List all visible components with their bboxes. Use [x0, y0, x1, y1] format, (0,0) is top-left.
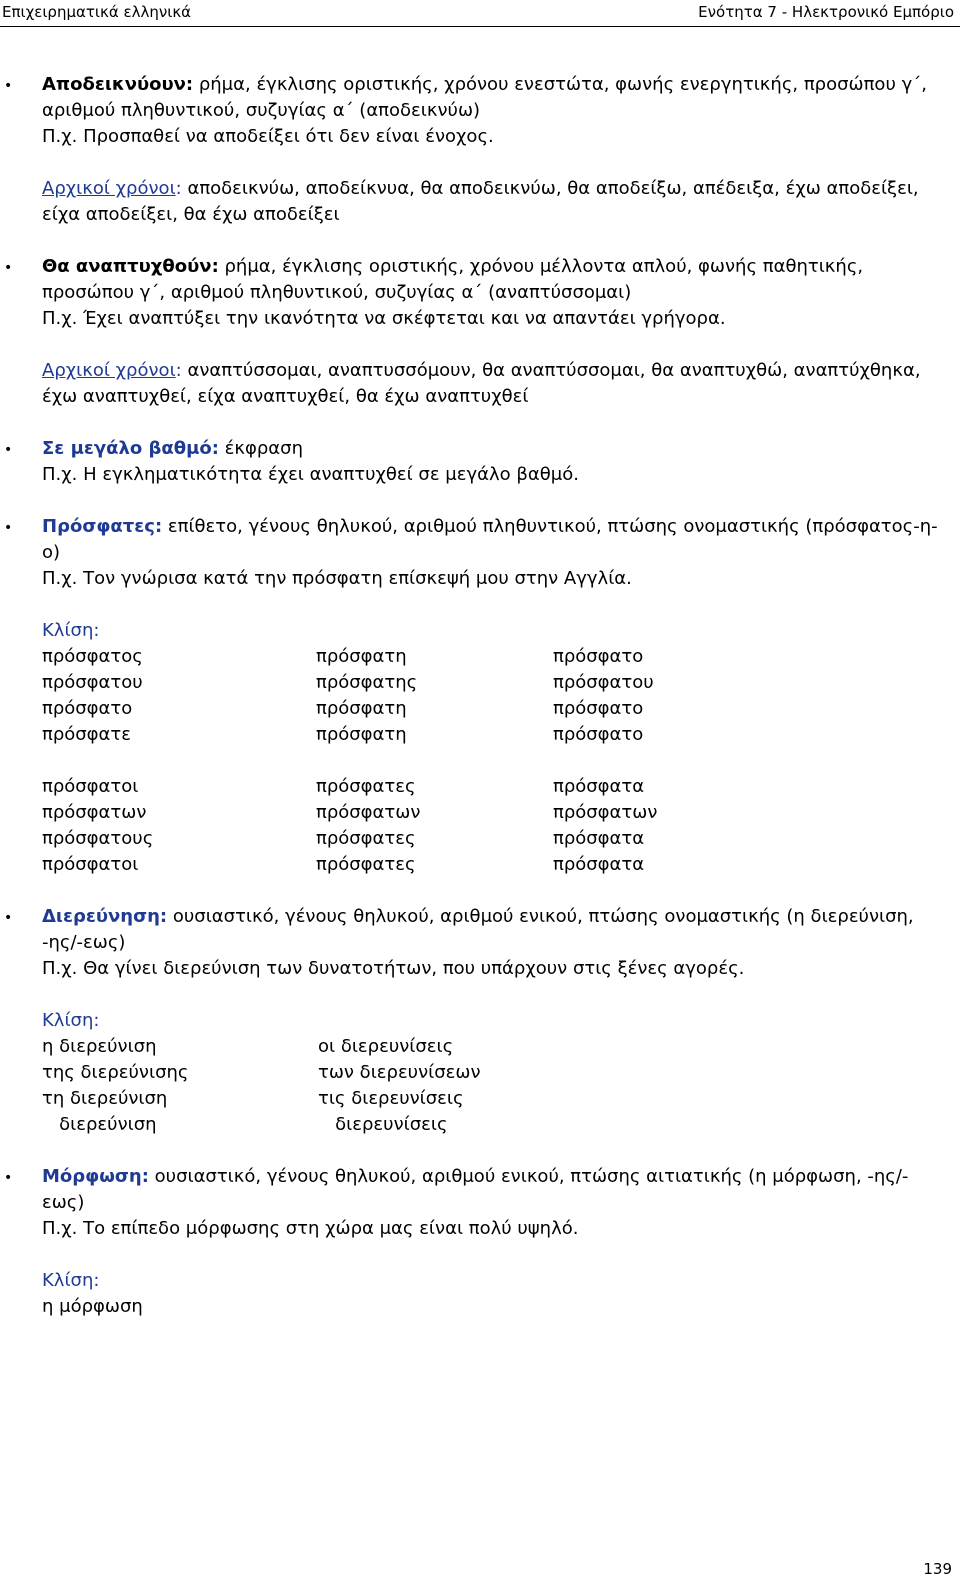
tenses-list: αναπτύσσομαι, αναπτυσσόμουν, θα αναπτύσσομαι, θα αναπτυχθώ, αναπτύχθηκα, έχω αναπτυχθεί, είχα αναπτυχθεί, θα έχω αναπτυχθεί [42, 360, 921, 407]
decl-cell: πρόσφατος [42, 646, 143, 667]
entry-term: Πρόσφατες: [42, 516, 163, 537]
entry-prosfates [0, 514, 960, 592]
decl-cell: πρόσφατε [42, 724, 131, 745]
declension-morfosi [0, 1294, 960, 1320]
entry-term: Αποδεικνύουν: [42, 74, 194, 95]
entry-description: ουσιαστικό, γένους θηλυκού, αριθμού ενικού, πτώσης αιτιατικής (η μόρφωση, -ης/-εως) [42, 1166, 909, 1213]
decl-cell: των διερευνίσεων [318, 1062, 481, 1083]
decl-cell: πρόσφατους [42, 828, 154, 849]
bullet: • [4, 1170, 13, 1186]
klisi-label: Κλίση: [42, 1270, 100, 1291]
decl-cell: πρόσφατου [42, 672, 143, 693]
decl-cell: πρόσφατα [553, 776, 645, 797]
entry-term: Θα αναπτυχθούν: [42, 256, 219, 277]
bullet: • [4, 78, 13, 94]
decl-cell: πρόσφατες [316, 828, 416, 849]
tenses-colon: : [175, 178, 182, 199]
entry-morfosi [0, 1164, 960, 1242]
tenses-list: αποδεικνύω, αποδείκνυα, θα αποδεικνύω, θα αποδείξω, απέδειξα, έχω αποδείξει, είχα αποδείξει, θα έχω αποδείξει [42, 178, 919, 225]
entry-description: ρήμα, έγκλισης οριστικής, χρόνου ενεστώτα, φωνής ενεργητικής, προσώπου γ΄, αριθμού πληθυντικού, συζυγίας α΄ (αποδεικνύω) [42, 74, 927, 121]
tenses-apodeiknyoun [0, 176, 960, 228]
decl-cell: πρόσφατη [316, 724, 407, 745]
entry-description: επίθετο, γένους θηλυκού, αριθμού πληθυντικού, πτώσης ονομαστικής (πρόσφατος-η-ο) [42, 516, 938, 563]
decl-cell: πρόσφατο [42, 698, 133, 719]
entry-term: Μόρφωση: [42, 1166, 149, 1187]
decl-cell: πρόσφατης [316, 672, 418, 693]
klisi-label: Κλίση: [42, 1010, 100, 1031]
decl-cell: τη διερεύνιση [42, 1088, 168, 1109]
entry-dierevnisi [0, 904, 960, 982]
decl-cell: πρόσφατες [316, 776, 416, 797]
entry-example: Π.χ. Τον γνώρισα κατά την πρόσφατη επίσκεψή μου στην Αγγλία. [42, 568, 632, 589]
decl-cell: πρόσφατο [553, 724, 644, 745]
header-rule [0, 26, 960, 27]
klisi-label-prosfates [0, 618, 960, 644]
entry-megalo-vathmo [0, 436, 960, 488]
decl-cell: διερευνίσεις [318, 1114, 448, 1135]
decl-cell: πρόσφατοι [42, 854, 139, 875]
decl-cell: πρόσφατο [553, 646, 644, 667]
decl-cell: πρόσφατη [316, 698, 407, 719]
decl-cell: διερεύνιση [42, 1114, 157, 1135]
bullet: • [4, 260, 13, 276]
decl-cell: πρόσφατων [42, 802, 147, 823]
entry-term: Διερεύνηση: [42, 906, 168, 927]
entry-example: Π.χ. Προσπαθεί να αποδείξει ότι δεν είναι ένοχος. [42, 126, 494, 147]
tenses-colon: : [175, 360, 182, 381]
header-left: Επιχειρηματικά ελληνικά [2, 3, 192, 21]
entry-term: Σε μεγάλο βαθμό: [42, 438, 219, 459]
entry-description: ουσιαστικό, γένους θηλυκού, αριθμού ενικού, πτώσης ονομαστικής (η διερεύνιση, -ης/-εως) [42, 906, 914, 953]
decl-cell: η διερεύνιση [42, 1036, 157, 1057]
klisi-label: Κλίση: [42, 620, 100, 641]
tenses-label: Αρχικοί χρόνοι [42, 360, 176, 381]
klisi-label-morfosi [0, 1268, 960, 1294]
decl-cell: πρόσφατη [316, 646, 407, 667]
decl-cell: πρόσφατα [553, 828, 645, 849]
entry-anaptyxthoun [0, 254, 960, 332]
tenses-label: Αρχικοί χρόνοι [42, 178, 176, 199]
decl-cell: πρόσφατου [553, 672, 654, 693]
decl-cell: πρόσφατοι [42, 776, 139, 797]
declension-plural [0, 774, 960, 878]
decl-cell: πρόσφατων [316, 802, 421, 823]
tenses-anaptyxthoun [0, 358, 960, 410]
entry-example: Π.χ. Η εγκληματικότητα έχει αναπτυχθεί σε μεγάλο βαθμό. [42, 464, 579, 485]
entry-description: ρήμα, έγκλισης οριστικής, χρόνου μέλλοντα απλού, φωνής παθητικής, προσώπου γ΄, αριθμού πληθυντικού, συζυγίας α΄ (αναπτύσσομαι) [42, 256, 864, 303]
page-body [0, 72, 960, 1320]
declension-dierevnisi [0, 1034, 960, 1138]
decl-cell: πρόσφατα [553, 854, 645, 875]
decl-cell: η μόρφωση [42, 1296, 143, 1317]
bullet: • [4, 520, 13, 536]
entry-apodeiknyoun [0, 72, 960, 150]
decl-cell: οι διερευνίσεις [318, 1036, 454, 1057]
page-number: 139 [923, 1560, 952, 1578]
declension-singular [0, 644, 960, 748]
bullet: • [4, 442, 13, 458]
entry-description: έκφραση [218, 438, 303, 459]
entry-example: Π.χ. Θα γίνει διερεύνιση των δυνατοτήτων, που υπάρχουν στις ξένες αγορές. [42, 958, 745, 979]
bullet: • [4, 910, 13, 926]
decl-cell: της διερεύνισης [42, 1062, 189, 1083]
klisi-label-dierevnisi [0, 1008, 960, 1034]
entry-example: Π.χ. Έχει αναπτύξει την ικανότητα να σκέφτεται και να απαντάει γρήγορα. [42, 308, 726, 329]
decl-cell: πρόσφατων [553, 802, 658, 823]
decl-cell: πρόσφατες [316, 854, 416, 875]
decl-cell: τις διερευνίσεις [318, 1088, 464, 1109]
entry-example: Π.χ. Το επίπεδο μόρφωσης στη χώρα μας είναι πολύ υψηλό. [42, 1218, 579, 1239]
decl-cell: πρόσφατο [553, 698, 644, 719]
header-right: Ενότητα 7 - Ηλεκτρονικό Εμπόριο [698, 3, 954, 21]
